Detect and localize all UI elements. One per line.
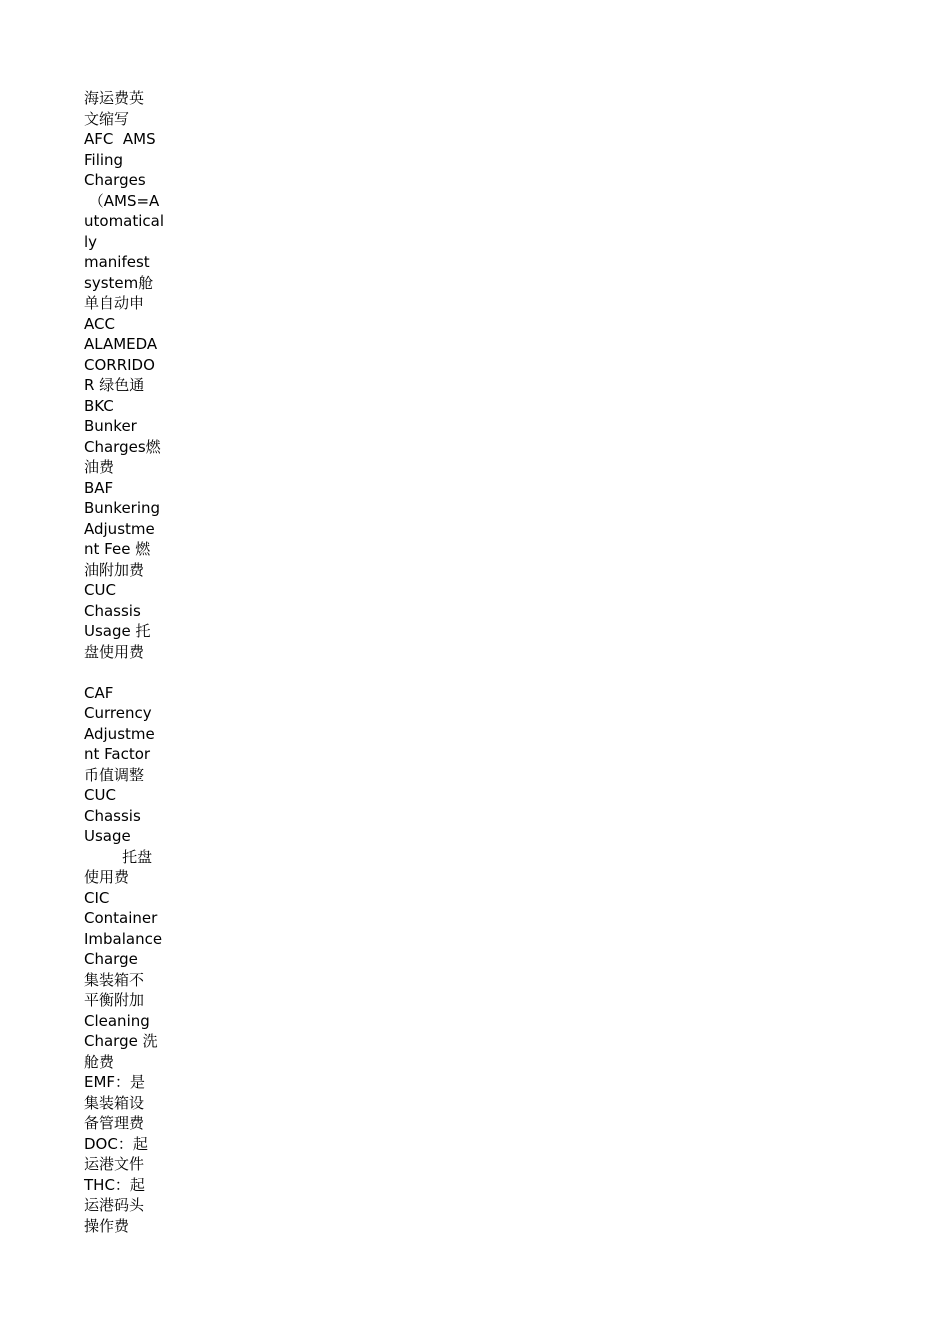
text-line: CAF: [84, 683, 114, 702]
text-line: Currency: [84, 704, 152, 722]
text-line: 单自动申: [84, 294, 145, 312]
text-line: 平衡附加: [84, 991, 145, 1009]
text-line: CUC: [84, 581, 116, 599]
text-line: 运港文件: [84, 1155, 145, 1173]
text-line: Charges燃: [84, 437, 161, 456]
text-line: Charges: [84, 171, 146, 189]
text-line: 集装箱设: [84, 1093, 145, 1112]
title-line: 海运费英: [84, 89, 145, 107]
text-line: Charge: [84, 950, 138, 968]
text-line: Adjustme: [84, 519, 155, 538]
text-line: Filing: [84, 150, 124, 169]
text-line: 油费: [84, 458, 115, 476]
text-line: ly: [84, 232, 98, 251]
text-line: 油附加费: [84, 560, 145, 579]
text-line: manifest: [84, 253, 150, 271]
title-line: 文缩写: [84, 109, 130, 128]
text-line: 运港码头: [84, 1196, 145, 1214]
text-line: Charge 洗: [84, 1032, 158, 1050]
text-line: Imbalance: [84, 929, 163, 948]
text-line: nt Fee 燃: [84, 540, 151, 558]
text-line: CORRIDO: [84, 355, 155, 374]
text-line: Usage 托: [84, 622, 151, 640]
text-line: 操作费: [84, 1216, 130, 1235]
text-line: CIC: [84, 888, 110, 907]
text-line: ALAMEDA: [84, 335, 158, 353]
abbreviation-cell: [84, 88, 165, 1236]
text-line: CUC: [84, 786, 116, 804]
text-line: 集装箱不: [84, 970, 145, 989]
text-line: 备管理费: [84, 1114, 145, 1132]
text-line: Adjustme: [84, 724, 155, 743]
text-line: 使用费: [84, 868, 130, 886]
text-line: EMF：是: [84, 1073, 146, 1091]
text-line: 币值调整: [84, 765, 145, 784]
text-line: Chassis: [84, 806, 141, 825]
text-line: （AMS=A: [84, 191, 160, 210]
text-line: Bunker: [84, 417, 137, 435]
text-line: system舱: [84, 273, 154, 292]
text-line: 托盘: [84, 847, 153, 866]
text-line: R 绿色通: [84, 376, 145, 394]
text-line: [84, 662, 160, 683]
text-line: THC：起: [84, 1175, 145, 1194]
text-line: BKC: [84, 396, 114, 415]
text-line: BAF: [84, 478, 114, 497]
text-line: Cleaning: [84, 1011, 150, 1030]
abbreviation-list: [84, 129, 165, 1236]
text-line: Container: [84, 909, 158, 927]
text-line: ACC: [84, 314, 115, 333]
text-line: Chassis: [84, 601, 141, 620]
text-line: Bunkering: [84, 499, 161, 517]
text-line: AFC AMS: [84, 130, 156, 148]
document-title: [84, 88, 160, 129]
text-line: nt Factor: [84, 745, 151, 763]
text-line: DOC：起: [84, 1134, 148, 1153]
text-line: 舱费: [84, 1052, 115, 1071]
text-line: 盘使用费: [84, 642, 145, 661]
text-line: Usage: [84, 827, 131, 845]
text-line: utomatical: [84, 212, 165, 230]
